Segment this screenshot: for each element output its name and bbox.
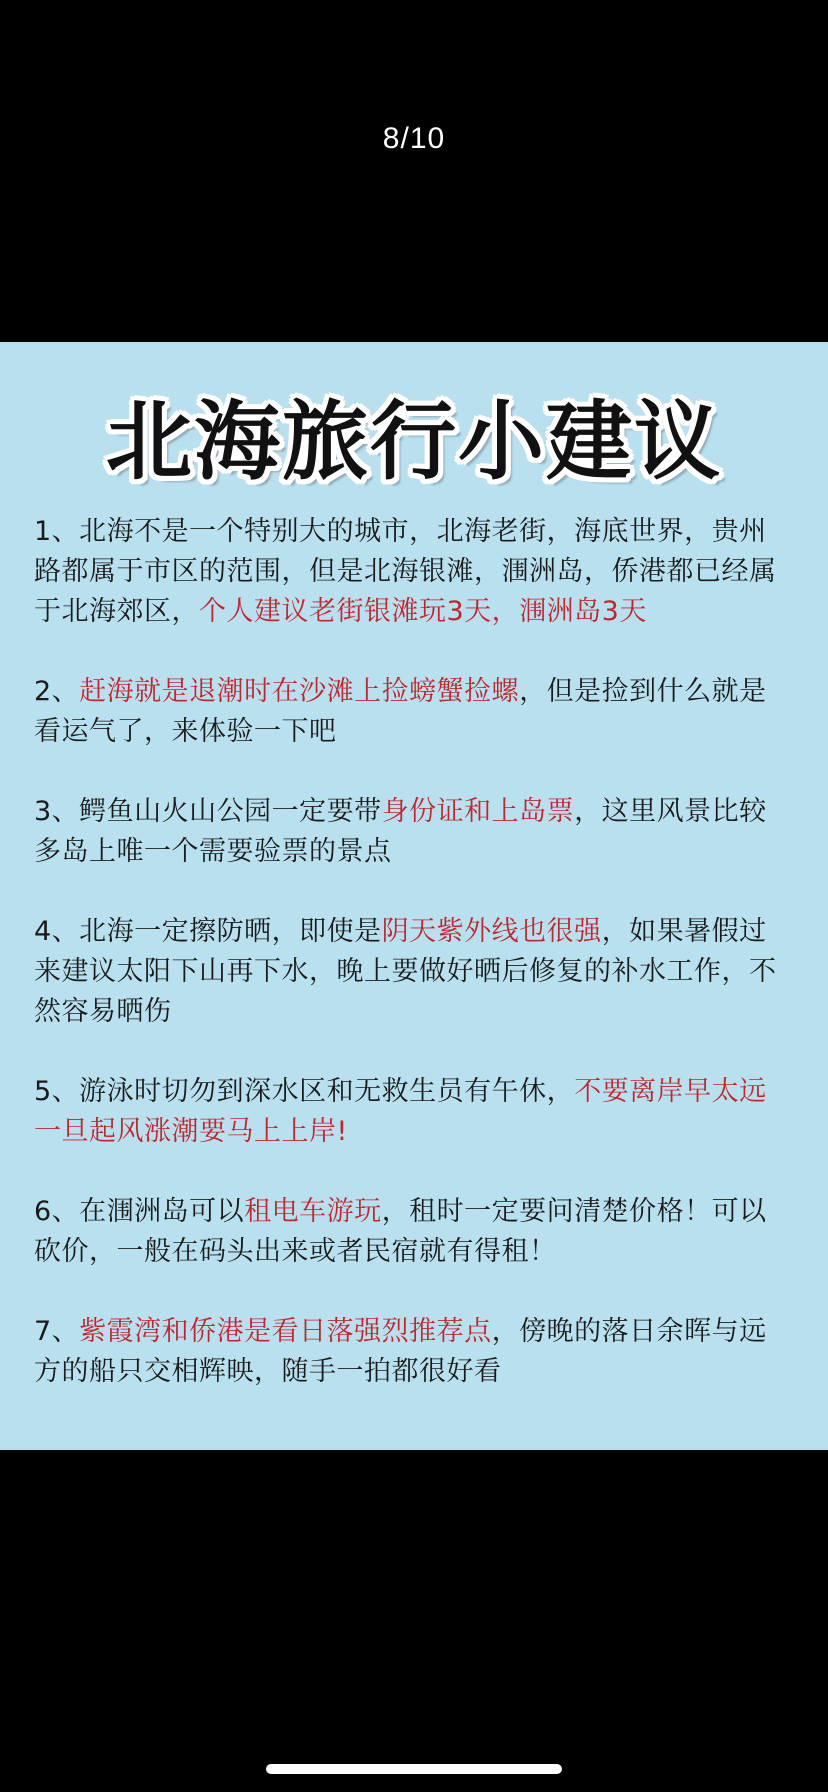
tip-highlight: 个人建议老街银滩玩3天，涠洲岛3天 [199,596,647,627]
tip-text: 7、 [34,1316,80,1347]
tip-highlight: 赶海就是退潮时在沙滩上捡螃蟹捡螺 [79,676,520,707]
tip-text: 2、 [34,676,80,707]
tip-text: 3、鳄鱼山火山公园一定要带 [34,796,382,827]
tip-highlight: 不要离岸早太远一旦起风涨潮要马上上岸! [34,1076,767,1147]
tip-item-6 [34,1192,794,1272]
tip-text: ，租时一定要问清楚价格！可以砍价，一般在码头出来或者民宿就有得租！ [34,1196,767,1267]
tip-item-1 [34,512,794,632]
image-title: 北海旅行小建议 [106,392,722,492]
home-indicator[interactable] [266,1764,562,1774]
tip-highlight: 阴天紫外线也很强 [381,916,602,947]
tip-highlight: 紫霞湾和侨港是看日落强烈推荐点 [79,1316,492,1347]
tip-item-2 [34,672,794,752]
tip-text: 5、游泳时切勿到深水区和无救生员有午休， [34,1076,575,1107]
tip-highlight: 身份证和上岛票 [381,796,575,827]
tip-text: ，这里风景比较多岛上唯一个需要验票的景点 [34,796,767,867]
tip-item-4 [34,912,794,1032]
tip-item-5 [34,1072,794,1152]
page-counter: 8/10 [382,122,446,155]
tip-text: ，傍晚的落日余晖与远方的船只交相辉映，随手一拍都很好看 [34,1316,767,1387]
image-panel[interactable] [0,342,828,1450]
tip-item-7 [34,1312,794,1392]
tip-text: ，但是捡到什么就是看运气了，来体验一下吧 [34,676,767,747]
tip-text: 6、在涠洲岛可以 [34,1196,245,1227]
tip-highlight: 租电车游玩 [244,1196,382,1227]
tip-text: 1、北海不是一个特别大的城市，北海老街，海底世界，贵州路都属于市区的范围，但是北海银滩，涠洲岛，侨港都已经属于北海郊区， [34,516,777,627]
tip-item-3 [34,792,794,872]
tips-list [34,512,794,1432]
tip-text: 4、北海一定擦防晒，即使是 [34,916,382,947]
tip-text: ，如果暑假过来建议太阳下山再下水，晚上要做好晒后修复的补水工作，不然容易晒伤 [34,916,777,1027]
